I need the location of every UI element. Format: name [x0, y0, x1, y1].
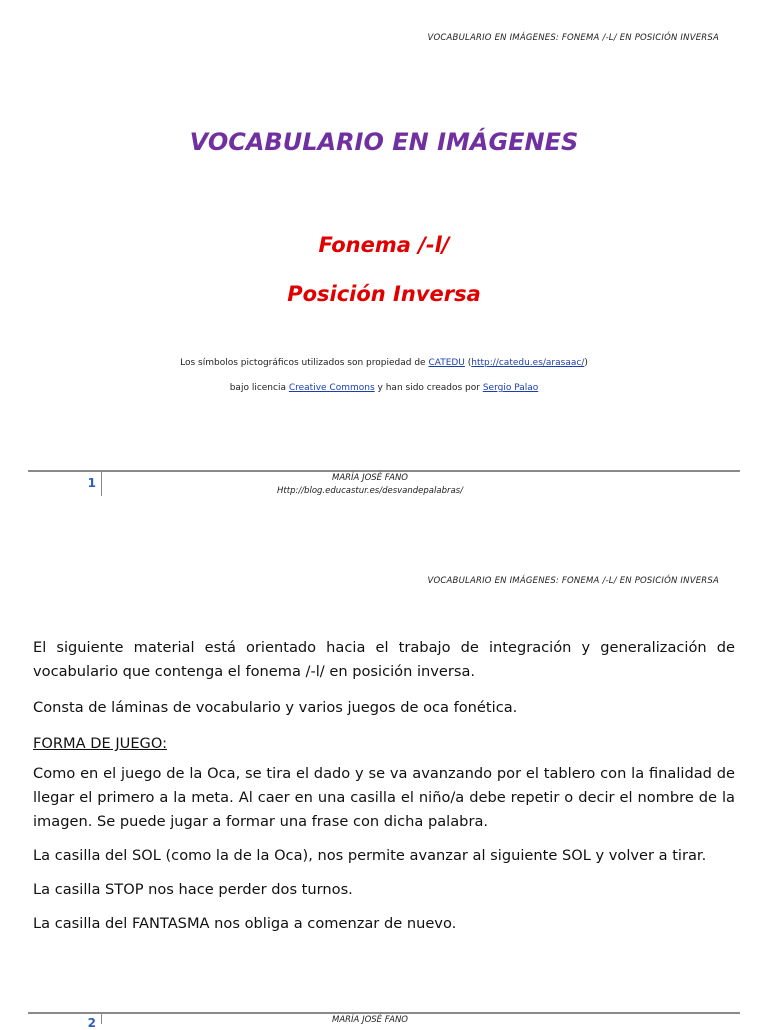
credits-text: ) — [584, 358, 588, 368]
creative-commons-link[interactable]: Creative Commons — [288, 383, 375, 393]
paragraph-rules: Como en el juego de la Oca, se tira el dado y se va avanzando por el tablero con la finalidad de llegar el primero a la meta. Al caer en una casilla el niño/a debe repetir o decir el nombre de la imagen. Se puede jugar a formar una frase con dicha palabra. — [33, 765, 735, 830]
paragraph-fantasma: La casilla del FANTASMA nos obliga a comenzar de nuevo. — [33, 915, 457, 932]
credits-text: ( — [464, 358, 472, 368]
arasaac-url-link[interactable]: http://catedu.es/arasaac/ — [471, 358, 585, 368]
running-header: VOCABULARIO EN IMÁGENES: FONEMA /-L/ EN POSICIÓN INVERSA — [427, 33, 719, 43]
catedu-link[interactable]: CATEDU — [428, 358, 465, 368]
subtitle-position: Posición Inversa — [287, 282, 481, 306]
page-number: 2 — [87, 1016, 96, 1030]
footer-url: Http://blog.educastur.es/desvandepalabras/ — [277, 486, 463, 496]
paragraph-stop: La casilla STOP nos hace perder dos turnos. — [33, 881, 353, 898]
paragraph-intro: El siguiente material está orientado hacia el trabajo de integración y generalización de vocabulario que contenga el fonema /-l/ en posición inversa. — [33, 639, 735, 680]
credits-text: Los símbolos pictográficos utilizados son propiedad de — [180, 358, 429, 368]
document-title: VOCABULARIO EN IMÁGENES — [189, 128, 579, 156]
credits-text: bajo licencia — [229, 383, 289, 393]
paragraph-contents: Consta de láminas de vocabulario y varios juegos de oca fonética. — [33, 699, 518, 716]
subtitle-phoneme: Fonema /-l/ — [318, 233, 450, 257]
page-number: 1 — [87, 476, 96, 490]
footer-author: MARÍA JOSÉ FANO — [332, 1015, 408, 1025]
credits-line-2 — [0, 383, 768, 393]
section-heading: FORMA DE JUEGO: — [33, 735, 167, 752]
running-header: VOCABULARIO EN IMÁGENES: FONEMA /-L/ EN POSICIÓN INVERSA — [427, 576, 719, 586]
document-page-2 — [0, 560, 768, 1030]
credits-text: y han sido creados por — [374, 383, 483, 393]
paragraph-sol: La casilla del SOL (como la de la Oca), nos permite avanzar al siguiente SOL y volver a tirar. — [33, 847, 707, 864]
sergio-palao-link[interactable]: Sergio Palao — [482, 383, 539, 393]
footer-author: MARÍA JOSÉ FANO — [332, 473, 408, 483]
credits-line-1 — [0, 358, 768, 368]
page-body — [33, 636, 735, 936]
